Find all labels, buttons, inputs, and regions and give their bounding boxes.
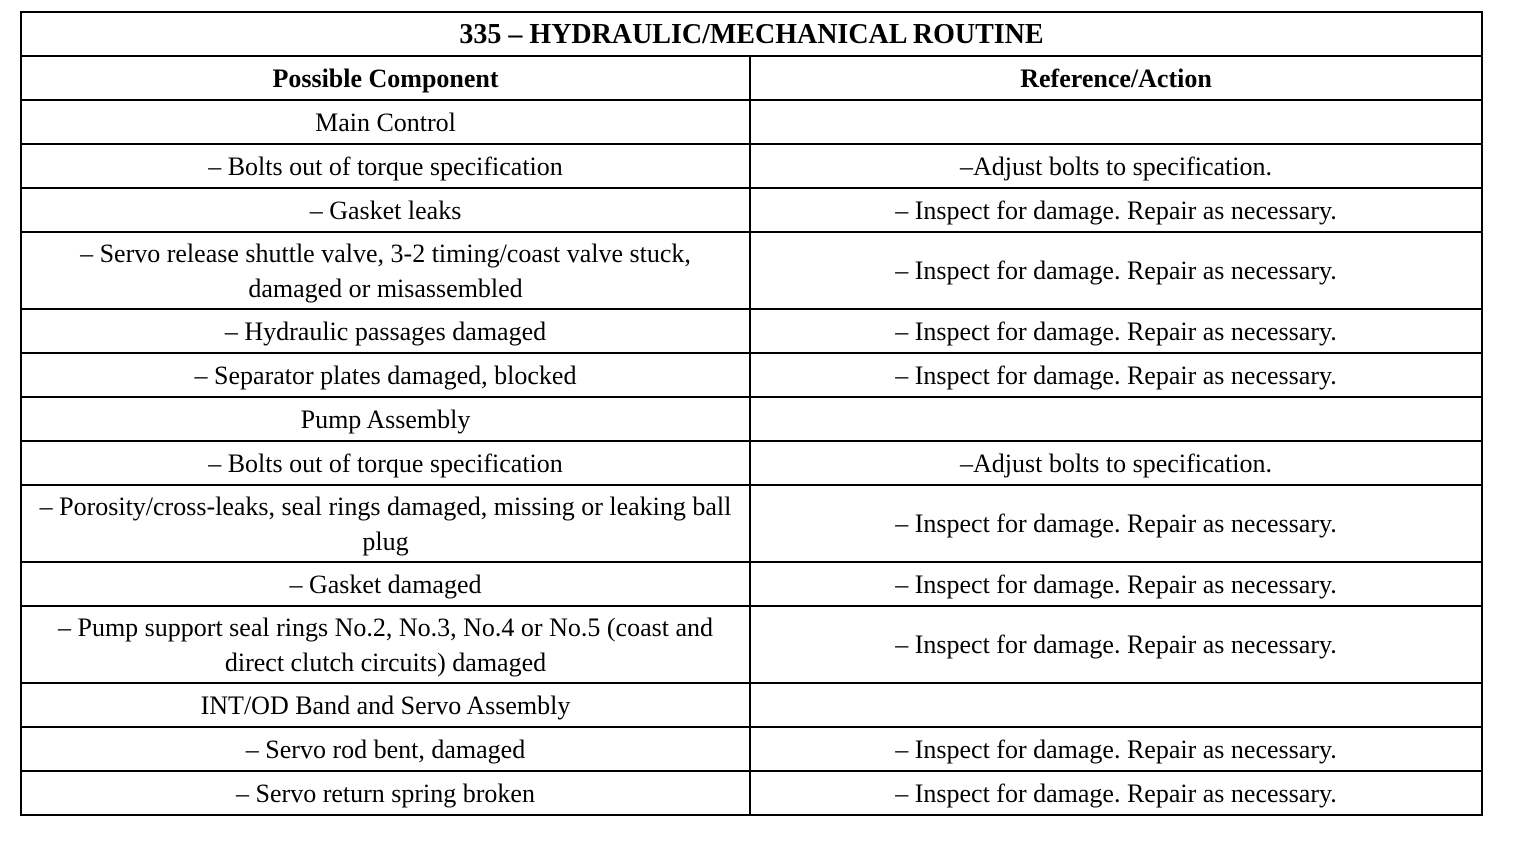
table-row	[21, 562, 1482, 606]
action-cell: – Inspect for damage. Repair as necessary.	[750, 562, 1482, 606]
action-cell: – Inspect for damage. Repair as necessary.	[750, 727, 1482, 771]
title-row	[21, 12, 1482, 56]
action-cell: – Inspect for damage. Repair as necessary.	[750, 485, 1482, 562]
component-cell: – Gasket leaks	[21, 188, 750, 232]
table-row	[21, 188, 1482, 232]
table-row	[21, 727, 1482, 771]
component-cell: – Servo release shuttle valve, 3-2 timing/coast valve stuck, damaged or misassembled	[21, 232, 750, 309]
component-cell: – Servo rod bent, damaged	[21, 727, 750, 771]
component-cell: Main Control	[21, 100, 750, 144]
action-cell: – Inspect for damage. Repair as necessary.	[750, 232, 1482, 309]
table-row	[21, 100, 1482, 144]
component-cell: INT/OD Band and Servo Assembly	[21, 683, 750, 727]
action-cell	[750, 100, 1482, 144]
routine-table	[20, 11, 1483, 816]
table-row	[21, 606, 1482, 683]
table-row	[21, 683, 1482, 727]
action-cell	[750, 683, 1482, 727]
action-cell: –Adjust bolts to specification.	[750, 441, 1482, 485]
action-cell: – Inspect for damage. Repair as necessary.	[750, 309, 1482, 353]
table-row	[21, 232, 1482, 309]
component-cell: – Hydraulic passages damaged	[21, 309, 750, 353]
component-cell: – Servo return spring broken	[21, 771, 750, 815]
table-title: 335 – HYDRAULIC/MECHANICAL ROUTINE	[21, 12, 1482, 56]
table-row	[21, 485, 1482, 562]
table-row	[21, 144, 1482, 188]
action-cell: – Inspect for damage. Repair as necessary.	[750, 606, 1482, 683]
action-cell	[750, 397, 1482, 441]
component-cell: – Pump support seal rings No.2, No.3, No.4 or No.5 (coast and direct clutch circuits) damaged	[21, 606, 750, 683]
component-cell: Pump Assembly	[21, 397, 750, 441]
action-cell: – Inspect for damage. Repair as necessary.	[750, 188, 1482, 232]
header-row	[21, 56, 1482, 100]
component-cell: – Porosity/cross-leaks, seal rings damaged, missing or leaking ball plug	[21, 485, 750, 562]
table-row	[21, 353, 1482, 397]
table-row	[21, 397, 1482, 441]
column-header-component: Possible Component	[21, 56, 750, 100]
component-cell: – Gasket damaged	[21, 562, 750, 606]
component-cell: – Bolts out of torque specification	[21, 441, 750, 485]
table-row	[21, 771, 1482, 815]
column-header-action: Reference/Action	[750, 56, 1482, 100]
table-row	[21, 441, 1482, 485]
action-cell: – Inspect for damage. Repair as necessary.	[750, 771, 1482, 815]
component-cell: – Separator plates damaged, blocked	[21, 353, 750, 397]
component-cell: – Bolts out of torque specification	[21, 144, 750, 188]
table-row	[21, 309, 1482, 353]
action-cell: –Adjust bolts to specification.	[750, 144, 1482, 188]
action-cell: – Inspect for damage. Repair as necessary.	[750, 353, 1482, 397]
